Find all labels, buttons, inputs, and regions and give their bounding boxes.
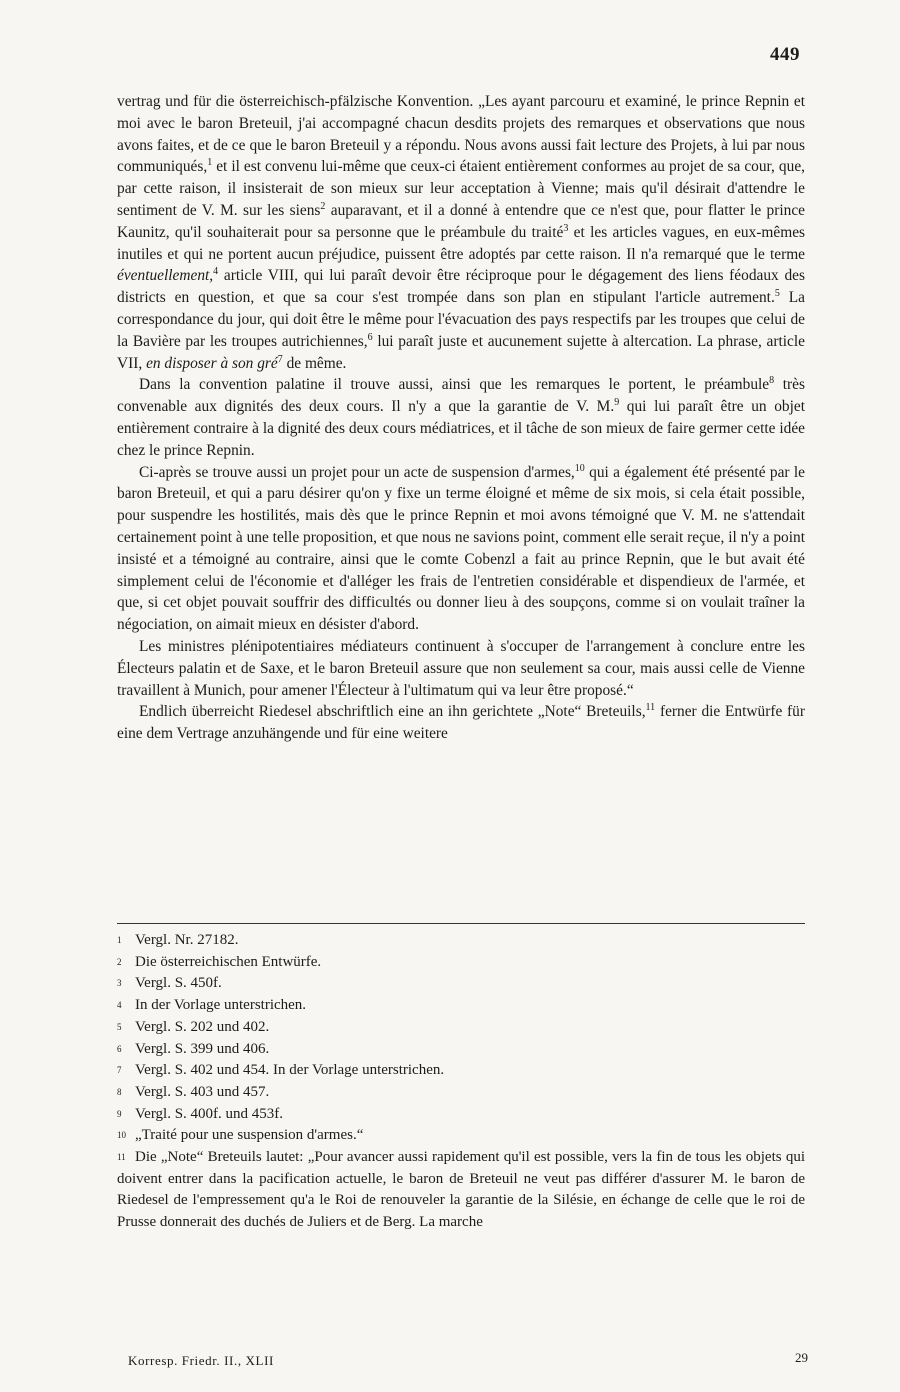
text-run: qui lui paraît être un objet entièrement contraire à la dignité des deux cours médiatrices, et il tâche de son mieux de faire germer cette idée chez le prince Repnin.: [117, 398, 806, 459]
footnote-number: 6: [117, 1043, 122, 1054]
footnote-number: 3: [117, 978, 122, 989]
footnote-text: Die österreichischen Entwürfe.: [135, 953, 322, 970]
footnote-number: 2: [117, 956, 122, 967]
text-run: et les articles vagues, en eux-mêmes inutiles et qui ne portent aucun préjudice, puissent être adoptés par cette raison. Il n'a remarqué que le terme: [117, 223, 806, 263]
footnote-text: Vergl. S. 450f.: [135, 975, 222, 992]
footnote-number: 11: [117, 1152, 126, 1163]
footnote-5: [117, 1017, 805, 1039]
paragraph-4: Les ministres plénipotentiaires médiateurs continuent à s'occuper de l'arrangement à conclure entre les Électeurs palatin et de Saxe, et le baron Breteuil assure que non seulement sa cour, mais aussi celle de Vienne travaillent à Munich, pour amener l'Électeur à l'ultimatum qui va leur être proposé.“: [117, 637, 805, 699]
text-run: ferner die Entwürfe für eine dem Vertrage anzuhängende und für eine weitere: [117, 703, 805, 743]
footnote-2: [117, 952, 805, 974]
footnote-ref: 1: [207, 157, 213, 169]
footnote-number: 7: [117, 1065, 122, 1076]
sheet-number: 29: [795, 1350, 808, 1365]
signature-line: Korresp. Friedr. II., XLII: [128, 1353, 274, 1368]
footnote-9: [117, 1104, 805, 1126]
text-run: Endlich überreicht Riedesel abschriftlich eine an ihn gerichtete „Note“ Breteuils,: [139, 703, 646, 721]
footnote-number: 5: [117, 1021, 122, 1032]
footnote-ref: 7: [277, 353, 283, 365]
footnote-number: 8: [117, 1086, 122, 1097]
page-number: 449: [770, 44, 800, 65]
footnote-text: Vergl. S. 202 und 402.: [135, 1018, 270, 1035]
paragraph-5: [117, 701, 805, 745]
footnote-number: 4: [117, 1000, 122, 1011]
text-run: Dans la convention palatine il trouve aussi, ainsi que les remarques le portent, le préambule: [139, 376, 770, 394]
footnote-1: [117, 930, 805, 952]
footnote-number: 9: [117, 1108, 122, 1119]
footnote-6: [117, 1039, 805, 1061]
paragraph-2: [117, 374, 805, 461]
footnote-text: Die „Note“ Breteuils lautet: „Pour avancer aussi rapidement qu'il est possible, vers la fin de tous les objets qui doivent entrer dans la pacification actuelle, le baron de Breteuil ne veut pas différer d'assurer M. le baron de Riedesel de l'empressement qu'a le Roi de renouveler la garantie de la Silésie, en échange de celle que le roi de Prusse donnerait des duchés de Juliers et de Berg. La marche: [117, 1149, 805, 1231]
footnote-ref: 4: [213, 266, 219, 278]
main-text: [117, 91, 805, 745]
footnote-text: Vergl. S. 403 und 457.: [135, 1083, 270, 1100]
footnote-7: [117, 1060, 805, 1082]
footnote-ref: 8: [769, 375, 775, 387]
footnote-number: 10: [117, 1130, 126, 1141]
footnote-11: [117, 1147, 805, 1234]
footnote-3: [117, 973, 805, 995]
footnote-10: [117, 1125, 805, 1147]
footnote-divider: [117, 923, 805, 924]
footnote-text: Vergl. S. 399 und 406.: [135, 1040, 270, 1057]
footnote-text: Vergl. Nr. 27182.: [135, 932, 239, 948]
text-run: qui a également été présenté par le baron Breteuil, et qui a paru désirer qu'on y fixe un terme éloigné et même de six mois, si cela était possible, pour suspendre les hostilités, mais dès que le prince Repnin et moi avons témoigné que V. M. ne s'attendait certainement point à une telle proposition, et que nous ne savions point, comment elle serait reçue, il n'y a point insisté et a témoigné au contraire, ainsi que le comte Cobenzl a fait au prince Repnin, que le but avait été simplement celui de l'économie et d'alléger les frais de l'entretien considérable et dispendieux de l'armée, et que, si cet objet pouvait souffrir des difficultés ou donner lieu à des soupçons, comme si on voulait traîner la négociation, on aimait mieux en désister d'abord.: [117, 463, 805, 634]
footnote-ref: 3: [563, 222, 569, 234]
text-run: La correspondance du jour, qui doit être le même pour l'évacuation des pays respectifs par les troupes que celui de la Bavière par les troupes autrichiennes,: [117, 289, 805, 350]
footnote-ref: 9: [614, 397, 620, 409]
text-run: de même.: [282, 354, 347, 372]
emphasized-term: éventuellement,: [117, 267, 214, 285]
footnote-text: „Traité pour une suspension d'armes.“: [135, 1127, 364, 1144]
footnote-ref: 6: [367, 331, 373, 343]
text-run: très convenable aux dignités des deux cours. Il n'y a que la garantie de V. M.: [117, 376, 806, 416]
text-run: lui paraît juste et aucunement sujette à altercation. La phrase, article VII,: [117, 332, 805, 372]
footnote-text: Vergl. S. 402 und 454. In der Vorlage unterstrichen.: [135, 1062, 445, 1079]
footnote-ref: 10: [574, 462, 585, 474]
footnotes: [117, 930, 805, 1234]
footnote-ref: 2: [320, 200, 326, 212]
text-run: et il est convenu lui-même que ceux-ci étaient entièrement conformes au projet de sa cour, que, par cette raison, il insisterait de son mieux sur leur acceptation à Vienne; mais qu'il désirait d'attendre le sentiment de V. M. sur les siens: [117, 158, 805, 219]
text-run: Ci-après se trouve aussi un projet pour un acte de suspension d'armes,: [139, 463, 575, 481]
paragraph-3: [117, 462, 805, 636]
footnote-ref: 5: [774, 288, 780, 300]
footnote-4: [117, 995, 805, 1017]
footnote-number: 1: [117, 935, 122, 945]
footnote-8: [117, 1082, 805, 1104]
text-run: auparavant, et il a donné à entendre que ce n'est que, pour flatter le prince Kaunitz, qu'il souhaiterait pour sa personne que le préambule du traité: [117, 201, 805, 241]
emphasized-term: en disposer à son gré: [146, 354, 278, 372]
footnote-text: Vergl. S. 400f. und 453f.: [135, 1105, 284, 1122]
text-run: vertrag und für die österreichisch-pfälzische Konvention. „Les ayant parcouru et examiné, le prince Repnin et moi avec le baron Breteuil, j'ai accompagné chacun desdits projets des remarques et observations que nous avons faites, et de ce que le baron Breteuil y a répondu. Nous avons aussi fait lecture des Projets, à lui par nous communiqués,: [117, 93, 805, 176]
text-run: article VIII, qui lui paraît devoir être réciproque pour le dégagement des liens féodaux des districts en question, et que sa cour s'est trompée dans son plan en stipulant l'article autrement.: [117, 267, 805, 307]
paragraph-1: [117, 91, 805, 374]
footnote-text: In der Vorlage unterstrichen.: [135, 997, 307, 1014]
footnote-ref: 11: [645, 702, 656, 714]
